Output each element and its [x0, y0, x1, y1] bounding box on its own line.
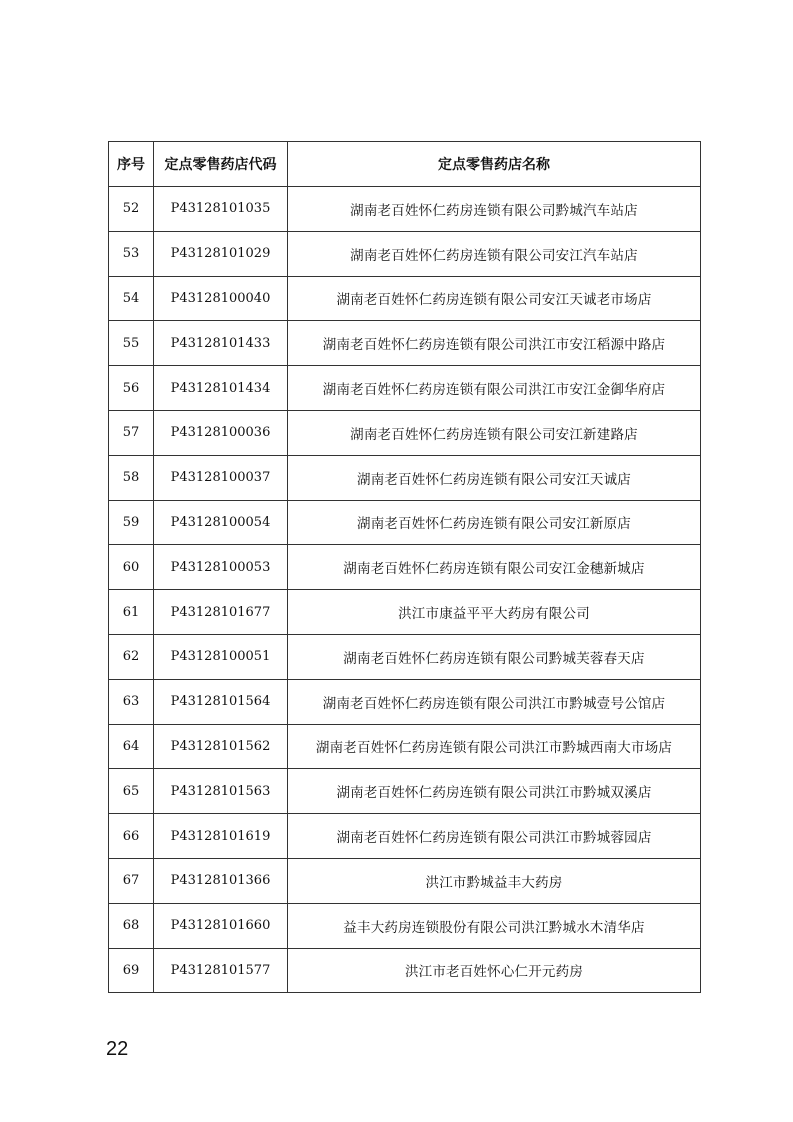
- row-code: P43128101577: [154, 948, 288, 993]
- table-row: [109, 634, 701, 679]
- table-row: [109, 500, 701, 545]
- row-name: 洪江市康益平平大药房有限公司: [288, 590, 701, 635]
- row-name: 洪江市老百姓怀心仁开元药房: [288, 948, 701, 993]
- row-name: 湖南老百姓怀仁药房连锁有限公司洪江市黔城西南大市场店: [288, 724, 701, 769]
- row-index: 64: [109, 724, 154, 769]
- row-code: P43128101029: [154, 231, 288, 276]
- row-name: 湖南老百姓怀仁药房连锁有限公司黔城芙蓉春天店: [288, 634, 701, 679]
- row-name: 湖南老百姓怀仁药房连锁有限公司洪江市安江稻源中路店: [288, 321, 701, 366]
- row-code: P43128100051: [154, 634, 288, 679]
- row-code: P43128101563: [154, 769, 288, 814]
- table-row: [109, 948, 701, 993]
- row-index: 54: [109, 276, 154, 321]
- page-number: 22: [106, 1038, 129, 1060]
- row-code: P43128101035: [154, 187, 288, 232]
- row-code: P43128100037: [154, 455, 288, 500]
- row-name: 湖南老百姓怀仁药房连锁有限公司洪江市黔城双溪店: [288, 769, 701, 814]
- row-name: 湖南老百姓怀仁药房连锁有限公司安江新建路店: [288, 410, 701, 455]
- row-code: P43128101677: [154, 590, 288, 635]
- row-index: 60: [109, 545, 154, 590]
- pharmacy-table: [108, 141, 701, 993]
- table-row: [109, 455, 701, 500]
- header-code: 定点零售药店代码: [154, 142, 288, 187]
- row-code: P43128101619: [154, 814, 288, 859]
- row-name: 湖南老百姓怀仁药房连锁有限公司洪江市黔城壹号公馆店: [288, 679, 701, 724]
- table-row: [109, 187, 701, 232]
- header-name: 定点零售药店名称: [288, 142, 701, 187]
- row-name: 洪江市黔城益丰大药房: [288, 858, 701, 903]
- table-row: [109, 679, 701, 724]
- row-code: P43128100036: [154, 410, 288, 455]
- row-index: 58: [109, 455, 154, 500]
- row-index: 67: [109, 858, 154, 903]
- row-index: 68: [109, 903, 154, 948]
- row-index: 59: [109, 500, 154, 545]
- header-index: 序号: [109, 142, 154, 187]
- row-code: P43128100053: [154, 545, 288, 590]
- row-code: P43128100040: [154, 276, 288, 321]
- table-row: [109, 321, 701, 366]
- row-code: P43128101564: [154, 679, 288, 724]
- row-code: P43128101433: [154, 321, 288, 366]
- row-name: 湖南老百姓怀仁药房连锁有限公司安江汽车站店: [288, 231, 701, 276]
- row-code: P43128101660: [154, 903, 288, 948]
- table-row: [109, 231, 701, 276]
- row-index: 69: [109, 948, 154, 993]
- row-name: 湖南老百姓怀仁药房连锁有限公司黔城汽车站店: [288, 187, 701, 232]
- row-name: 湖南老百姓怀仁药房连锁有限公司安江天诚店: [288, 455, 701, 500]
- table-row: [109, 590, 701, 635]
- table-row: [109, 545, 701, 590]
- table-row: [109, 276, 701, 321]
- row-code: P43128100054: [154, 500, 288, 545]
- row-index: 66: [109, 814, 154, 859]
- row-index: 63: [109, 679, 154, 724]
- table-row: [109, 814, 701, 859]
- table-row: [109, 769, 701, 814]
- row-name: 湖南老百姓怀仁药房连锁有限公司安江天诚老市场店: [288, 276, 701, 321]
- row-index: 56: [109, 366, 154, 411]
- table-row: [109, 858, 701, 903]
- row-index: 62: [109, 634, 154, 679]
- row-index: 57: [109, 410, 154, 455]
- row-index: 55: [109, 321, 154, 366]
- table-row: [109, 903, 701, 948]
- table-row: [109, 724, 701, 769]
- row-code: P43128101434: [154, 366, 288, 411]
- table-row: [109, 410, 701, 455]
- row-index: 52: [109, 187, 154, 232]
- row-index: 61: [109, 590, 154, 635]
- row-name: 湖南老百姓怀仁药房连锁有限公司洪江市安江金御华府店: [288, 366, 701, 411]
- row-name: 湖南老百姓怀仁药房连锁有限公司安江新原店: [288, 500, 701, 545]
- table-header-row: [109, 142, 701, 187]
- row-name: 湖南老百姓怀仁药房连锁有限公司安江金穗新城店: [288, 545, 701, 590]
- table-row: [109, 366, 701, 411]
- row-code: P43128101562: [154, 724, 288, 769]
- row-code: P43128101366: [154, 858, 288, 903]
- row-name: 益丰大药房连锁股份有限公司洪江黔城水木清华店: [288, 903, 701, 948]
- row-name: 湖南老百姓怀仁药房连锁有限公司洪江市黔城蓉园店: [288, 814, 701, 859]
- row-index: 65: [109, 769, 154, 814]
- row-index: 53: [109, 231, 154, 276]
